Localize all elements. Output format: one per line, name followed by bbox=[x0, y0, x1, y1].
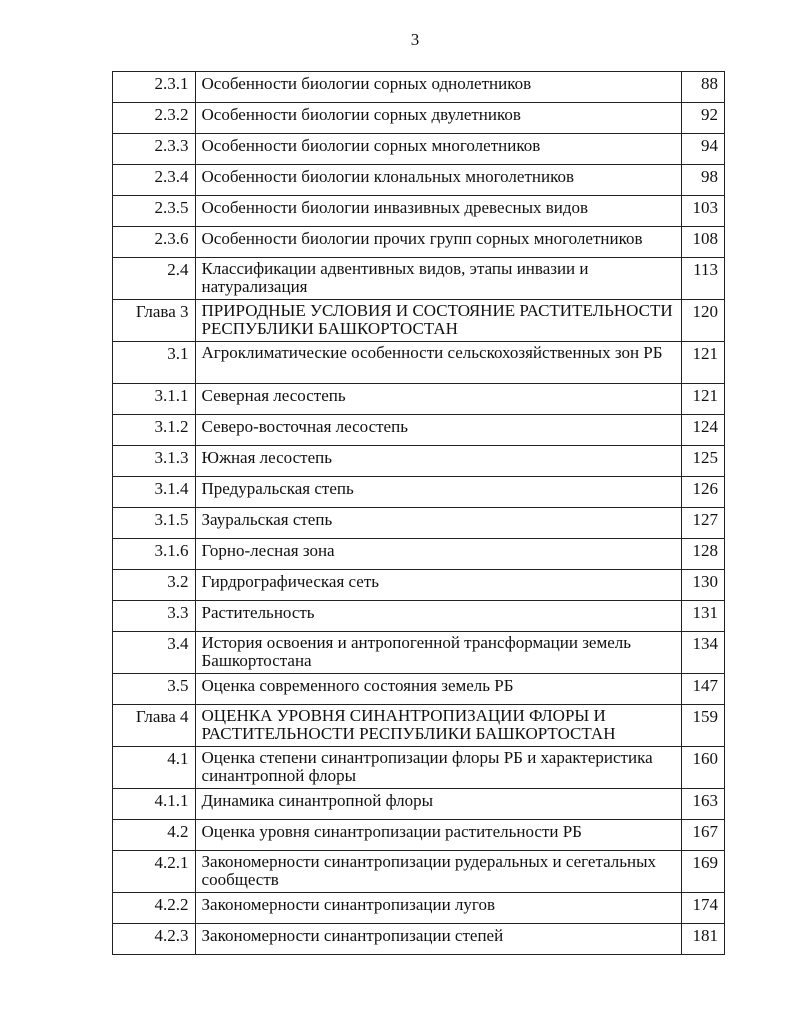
toc-page: 163 bbox=[681, 789, 724, 820]
toc-number: 2.4 bbox=[113, 258, 196, 300]
toc-row bbox=[113, 72, 725, 103]
toc-page: 181 bbox=[681, 924, 724, 955]
toc-number: 4.2 bbox=[113, 820, 196, 851]
toc-number: 3.5 bbox=[113, 674, 196, 705]
toc-title: Оценка степени синантропизации флоры РБ и характеристика синантропной флоры bbox=[195, 747, 681, 789]
toc-page: 126 bbox=[681, 477, 724, 508]
toc-page: 121 bbox=[681, 342, 724, 384]
toc-number: 2.3.2 bbox=[113, 103, 196, 134]
toc-page: 98 bbox=[681, 165, 724, 196]
toc-chapter-row bbox=[113, 300, 725, 342]
toc-page: 134 bbox=[681, 632, 724, 674]
toc-number: 3.1.5 bbox=[113, 508, 196, 539]
toc-row bbox=[113, 415, 725, 446]
toc-row bbox=[113, 789, 725, 820]
toc-title: Южная лесостепь bbox=[195, 446, 681, 477]
toc-row bbox=[113, 227, 725, 258]
toc-title: Северная лесостепь bbox=[195, 384, 681, 415]
toc-row bbox=[113, 747, 725, 789]
toc-number: 4.2.2 bbox=[113, 893, 196, 924]
toc-number: 4.2.3 bbox=[113, 924, 196, 955]
toc-number: 4.1 bbox=[113, 747, 196, 789]
toc-title: Особенности биологии сорных двулетников bbox=[195, 103, 681, 134]
toc-page: 92 bbox=[681, 103, 724, 134]
toc-title: Растительность bbox=[195, 601, 681, 632]
toc-number: 4.2.1 bbox=[113, 851, 196, 893]
toc-page: 94 bbox=[681, 134, 724, 165]
toc-page: 167 bbox=[681, 820, 724, 851]
toc-number: 3.2 bbox=[113, 570, 196, 601]
toc-number: 3.1.1 bbox=[113, 384, 196, 415]
toc-page: 127 bbox=[681, 508, 724, 539]
toc-number: 3.3 bbox=[113, 601, 196, 632]
toc-title: Особенности биологии сорных однолетников bbox=[195, 72, 681, 103]
toc-title: Закономерности синантропизации лугов bbox=[195, 893, 681, 924]
toc-title: Закономерности синантропизации степей bbox=[195, 924, 681, 955]
toc-page: 120 bbox=[681, 300, 724, 342]
toc-number: 3.1.2 bbox=[113, 415, 196, 446]
toc-title: Зауральская степь bbox=[195, 508, 681, 539]
toc-page: 160 bbox=[681, 747, 724, 789]
toc-row bbox=[113, 539, 725, 570]
toc-page: 130 bbox=[681, 570, 724, 601]
toc-title: Оценка современного состояния земель РБ bbox=[195, 674, 681, 705]
toc-title: Гирдрографическая сеть bbox=[195, 570, 681, 601]
toc-title: Оценка уровня синантропизации растительности РБ bbox=[195, 820, 681, 851]
toc-number: 2.3.5 bbox=[113, 196, 196, 227]
toc-title: ОЦЕНКА УРОВНЯ СИНАНТРОПИЗАЦИИ ФЛОРЫ И РАСТИТЕЛЬНОСТИ РЕСПУБЛИКИ БАШКОРТОСТАН bbox=[195, 705, 681, 747]
toc-title: Закономерности синантропизации рудеральных и сегетальных сообществ bbox=[195, 851, 681, 893]
toc-title: Северо-восточная лесостепь bbox=[195, 415, 681, 446]
page-number: 3 bbox=[410, 30, 420, 49]
toc-page: 88 bbox=[681, 72, 724, 103]
toc-title: История освоения и антропогенной трансформации земель Башкортостана bbox=[195, 632, 681, 674]
toc-row bbox=[113, 924, 725, 955]
toc-page: 159 bbox=[681, 705, 724, 747]
toc-title: Особенности биологии клональных многолетников bbox=[195, 165, 681, 196]
toc-number: 3.1.4 bbox=[113, 477, 196, 508]
toc-row bbox=[113, 674, 725, 705]
toc-page: 113 bbox=[681, 258, 724, 300]
toc-row bbox=[113, 820, 725, 851]
toc-title: Классификации адвентивных видов, этапы инвазии и натурализация bbox=[195, 258, 681, 300]
toc-page: 147 bbox=[681, 674, 724, 705]
toc-row bbox=[113, 103, 725, 134]
toc-row bbox=[113, 601, 725, 632]
toc-title: Предуральская степь bbox=[195, 477, 681, 508]
toc-number: 2.3.1 bbox=[113, 72, 196, 103]
toc-row bbox=[113, 508, 725, 539]
toc-number: 3.4 bbox=[113, 632, 196, 674]
toc-page: 108 bbox=[681, 227, 724, 258]
toc-row bbox=[113, 446, 725, 477]
toc-row bbox=[113, 342, 725, 384]
toc-title: Особенности биологии сорных многолетников bbox=[195, 134, 681, 165]
toc-row bbox=[113, 632, 725, 674]
toc-row bbox=[113, 258, 725, 300]
toc-title: Агроклиматические особенности сельскохозяйственных зон РБ bbox=[195, 342, 681, 384]
toc-page: 169 bbox=[681, 851, 724, 893]
toc-number: 3.1 bbox=[113, 342, 196, 384]
toc-row bbox=[113, 384, 725, 415]
toc-number: 2.3.4 bbox=[113, 165, 196, 196]
toc-title: Особенности биологии прочих групп сорных многолетников bbox=[195, 227, 681, 258]
toc-row bbox=[113, 893, 725, 924]
toc-title: Особенности биологии инвазивных древесных видов bbox=[195, 196, 681, 227]
toc-row bbox=[113, 165, 725, 196]
toc-page: 125 bbox=[681, 446, 724, 477]
toc-row bbox=[113, 851, 725, 893]
toc-page: 124 bbox=[681, 415, 724, 446]
toc-title: ПРИРОДНЫЕ УСЛОВИЯ И СОСТОЯНИЕ РАСТИТЕЛЬНОСТИ РЕСПУБЛИКИ БАШКОРТОСТАН bbox=[195, 300, 681, 342]
toc-title: Горно-лесная зона bbox=[195, 539, 681, 570]
toc-page: 128 bbox=[681, 539, 724, 570]
toc-number: 4.1.1 bbox=[113, 789, 196, 820]
toc-row bbox=[113, 134, 725, 165]
toc-number: 2.3.3 bbox=[113, 134, 196, 165]
toc-row bbox=[113, 196, 725, 227]
toc-number: Глава 4 bbox=[113, 705, 196, 747]
toc-page: 131 bbox=[681, 601, 724, 632]
toc-number: 2.3.6 bbox=[113, 227, 196, 258]
toc-number: 3.1.3 bbox=[113, 446, 196, 477]
toc-number: 3.1.6 bbox=[113, 539, 196, 570]
toc-title: Динамика синантропной флоры bbox=[195, 789, 681, 820]
toc-row bbox=[113, 570, 725, 601]
toc-page: 103 bbox=[681, 196, 724, 227]
toc-page: 174 bbox=[681, 893, 724, 924]
table-of-contents bbox=[112, 71, 725, 955]
toc-page: 121 bbox=[681, 384, 724, 415]
toc-chapter-row bbox=[113, 705, 725, 747]
toc-row bbox=[113, 477, 725, 508]
toc-number: Глава 3 bbox=[113, 300, 196, 342]
